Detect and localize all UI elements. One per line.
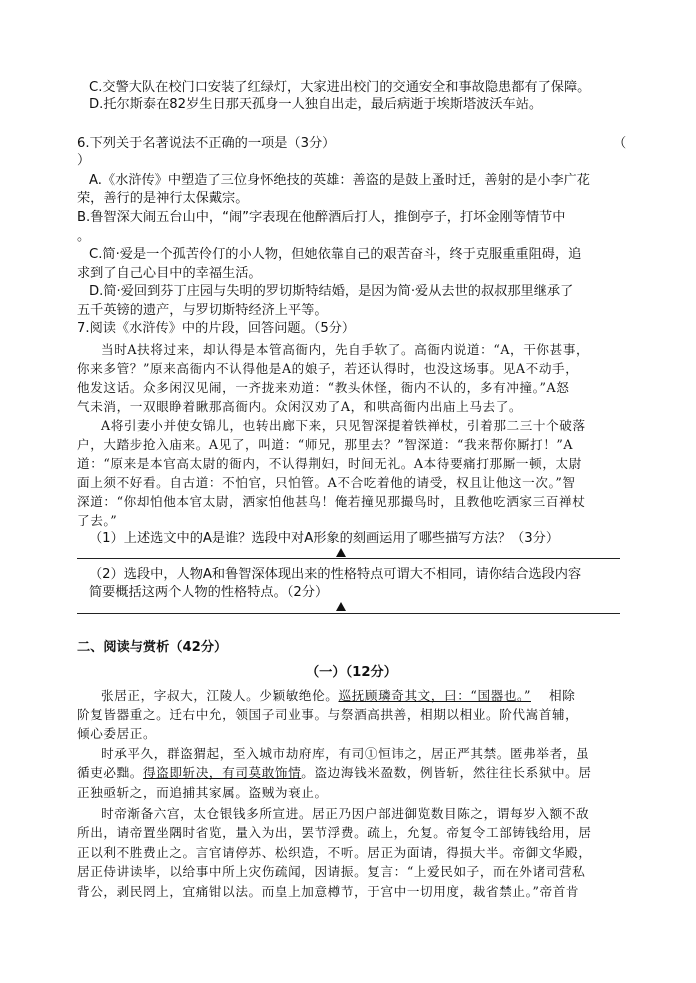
classical-passage-line: 时帝渐备六宫，太仓银钱多所宣进。居正乃因户部进御览数目陈之，谓每岁入额不敌 [101, 806, 590, 821]
underlined-sentence: 得盗即斩决，有司莫敢饰情 [142, 765, 302, 780]
q6-answer-paren-close: ） [77, 153, 91, 168]
q7-sub-question-2-line2: 简要概括这两个人物的性格特点。（2分） [89, 585, 329, 600]
q6-answer-paren-open: （ [613, 136, 627, 151]
q7-passage-line: 他发这话。众多闲汉见闹，一齐拢来劝道：“教头休怪，衙内不认的，多有冲撞。”A怒 [77, 380, 570, 395]
q7-passage-line: 气未消，一双眼睁着瞅那高衙内。众闲汉劝了A，和哄高衙内出庙上马去了。 [77, 399, 523, 414]
q7-stem: 7.阅读《水浒传》中的片段，回答问题。（5分） [77, 321, 356, 336]
q6-option-a-line1: A.《水浒传》中塑造了三位身怀绝技的英雄：善盗的是鼓上蚤时迁，善射的是小李广花 [89, 173, 590, 188]
answer-line [77, 558, 620, 559]
q7-passage-line: 深道：“你却怕他本官太尉，洒家怕他甚鸟！俺若撞见那撮鸟时，且教他吃洒家三百禅杖 [77, 494, 586, 509]
classical-passage-line: 正独亟斩之，而追捕其家属。盗贼为衰止。 [77, 785, 328, 800]
classical-passage-line: 所出，请帝置坐隅时省览，量入为出，罢节浮费。疏上，允复。帝复令工部铸钱给用，居 [77, 825, 592, 840]
classical-passage-text: 张居正，字叔大，江陵人。少颖敏绝伦。 [101, 688, 339, 703]
q5-option-c: C.交警大队在校门口安装了红绿灯，大家进出校门的交通安全和事故隐患都有了保障。 [89, 80, 591, 95]
classical-passage-line: 居正侍讲读毕，以给事中所上灾伤疏闻，因请振。复言：“上爱民如子，而在外诸司营私 [77, 864, 586, 879]
q6-option-d-line2: 五千英镑的遗产，与罗切斯特经济上平等。 [77, 303, 328, 318]
q6-option-a-line2: 荣，善行的是神行太保戴宗。 [77, 191, 249, 206]
q6-option-b-line1: B.鲁智深大闹五台山中，“闹”字表现在他醉酒后打人，推倒亭子，打坏金刚等情节中 [77, 210, 566, 225]
classical-passage-line [101, 688, 575, 704]
section-2-heading: 二、阅读与赏析（42分） [77, 640, 228, 655]
q7-passage-line: A将引妻小并使女锦儿，也转出廊下来，只见智深提着铁禅杖，引着那二三十个破落 [101, 418, 586, 433]
answer-marker-triangle-icon [336, 602, 346, 611]
q7-passage-line: 了去。” [77, 513, 118, 528]
q6-option-c-line2: 求到了自己心目中的幸福生活。 [77, 266, 262, 281]
q7-passage-line: 道：“原来是本官高太尉的衙内，不认得荆妇，时间无礼。A本待要痛打那厮一顿，太尉 [77, 456, 582, 471]
q6-option-d-line1: D.简·爱回到芬丁庄园与失明的罗切斯特结婚，是因为简·爱从去世的叔叔那里继承了 [89, 284, 574, 299]
q7-passage-line: 面上须不好看。自古道：不怕官，只怕管。A不合吃着他的请受，权且让他这一次。”智 [77, 475, 576, 490]
answer-marker-triangle-icon [336, 548, 346, 557]
answer-line [77, 613, 620, 614]
classical-passage-line: 背公，剥民罔上，宜痛钳以法。而皇上加意樽节，于宫中一切用度，裁省禁止。”帝首肯 [77, 884, 580, 899]
q7-passage-line: 你来多管？”原来高衙内不认得他是A的娘子，若还认得时，也没这场事。见A不动手， [77, 361, 579, 376]
underlined-sentence: 巡抚顾璘奇其文，曰：“国器也。” [338, 688, 531, 703]
q6-option-c-line1: C.简·爱是一个孤苦伶仃的小人物，但她依靠自己的艰苦奋斗，终于克服重重阻碍，追 [89, 247, 582, 262]
classical-passage-line: 倾心委居正。 [77, 726, 157, 741]
q7-sub-question-1: （1）上述选文中的A是谁？选段中对A形象的刻画运用了哪些描写方法？（3分） [89, 531, 560, 546]
q6-option-b-line2: 。 [77, 229, 91, 244]
classical-passage-line [77, 765, 592, 781]
q7-passage-line: 当时A扶将过来，却认得是本管高衙内，先自手软了。高衙内说道：“A，干你甚事， [101, 342, 590, 357]
q5-option-d: D.托尔斯泰在82岁生日那天孤身一人独自出走，最后病逝于埃斯塔波沃车站。 [89, 97, 543, 112]
q7-passage-line: 户，大踏步抢入庙来。A见了，叫道：“师兄，那里去？”智深道：“我来帮你厮打！”A [77, 437, 574, 452]
q6-stem: 6.下列关于名著说法不正确的一项是（3分） [77, 136, 336, 151]
classical-passage-text: 。盗边海钱米盈数，例皆斩，然往往长系狱中。居 [301, 765, 592, 780]
classical-passage-line: 阶复皆器重之。迁右中允，领国子司业事。与祭酒高拱善，相期以相业。阶代嵩首辅， [77, 707, 579, 722]
classical-passage-line: 时承平久，群盗猬起，至入城市劫府库，有司①恒讳之，居正严其禁。匿弗举者，虽 [101, 746, 590, 761]
section-2-part-1-heading: （一）（12分） [306, 665, 397, 680]
classical-passage-line: 正以利不胜费止之。言官请停苏、松织造，不听。居正为面请，得损大半。帝御文华殿， [77, 845, 592, 860]
q7-sub-question-2-line1: （2）选段中，人物A和鲁智深体现出来的性格特点可谓大不相同，请你结合选段内容 [89, 567, 582, 582]
classical-passage-text: 循吏必黜。 [77, 765, 143, 780]
classical-passage-text: 相除 [549, 688, 576, 703]
